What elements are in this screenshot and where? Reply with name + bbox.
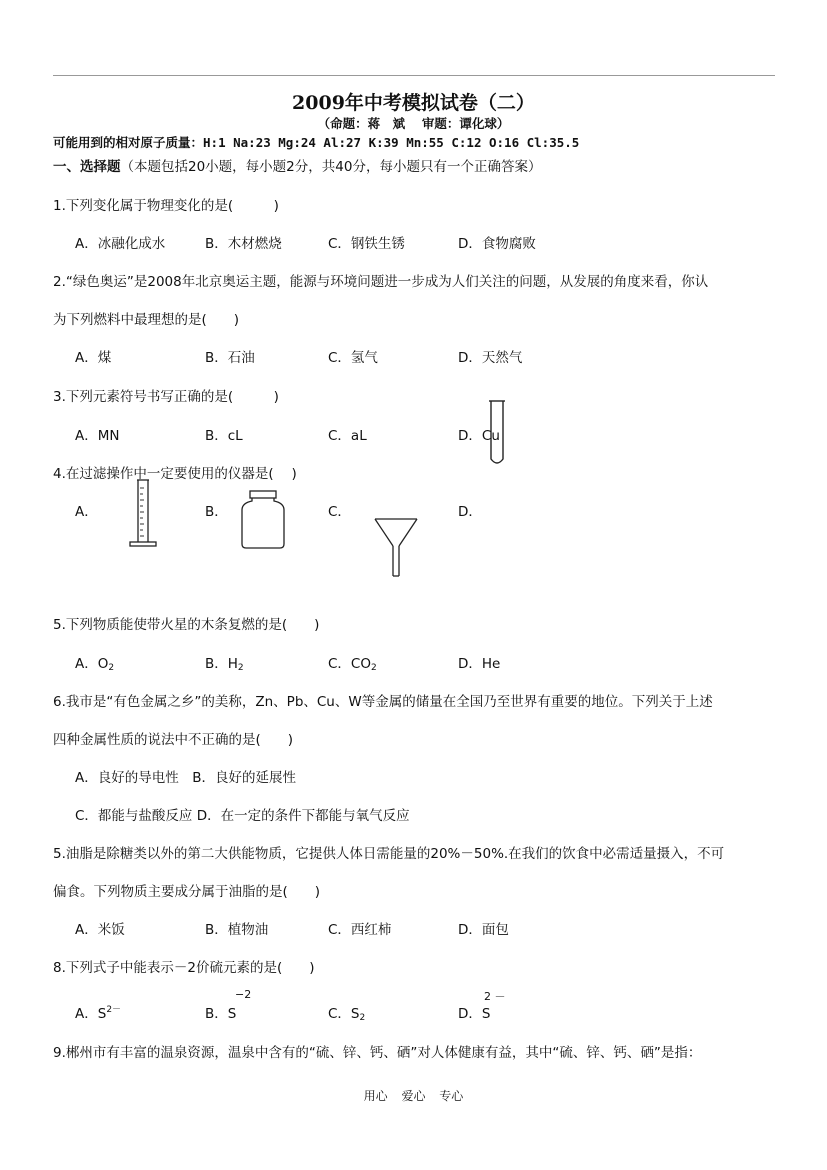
q8-option-d: D．S: [458, 1006, 491, 1022]
q8-option-b: B．S: [205, 1006, 237, 1022]
question-4-stem: 4.在过滤操作中一定要使用的仪器是( ): [53, 466, 297, 482]
question-6-stem-line1: 6.我市是“有色金属之乡”的美称，Zn、Pb、Cu、W等金属的储量在全国乃至世界有重要的地位。下列关于上述: [53, 694, 713, 710]
q3-option-c: C．aL: [328, 428, 367, 444]
q5-option-b: [205, 652, 244, 673]
q5-option-a-text: A．O: [75, 656, 109, 672]
q8-option-c-text: C．S: [328, 1006, 360, 1022]
q7-option-d: D．面包: [458, 922, 509, 938]
q8-option-a-superscript: 2－: [106, 1005, 122, 1015]
q5-option-c-subscript: 2: [370, 663, 377, 673]
q8-option-c-subscript: 2: [359, 1013, 366, 1023]
q5-option-a-subscript: 2: [108, 663, 115, 673]
q4-option-b: B．: [205, 504, 228, 520]
graduated-cylinder-illustration: [128, 478, 158, 548]
question-8-stem: 8.下列式子中能表示－2价硫元素的是( ): [53, 960, 315, 976]
q7-option-b: B．植物油: [205, 922, 269, 938]
question-7-stem-line2: 偏食。下列物质主要成分属于油脂的是( ): [53, 884, 321, 900]
question-5-stem: 5.下列物质能使带火星的木条复燃的是( ): [53, 617, 320, 633]
q7-option-c: C．西红柿: [328, 922, 392, 938]
section-description: （本题包括20小题，每小题2分，共40分，每小题只有一个正确答案）: [120, 159, 542, 175]
q3-option-b: B．cL: [205, 428, 243, 444]
q5-option-d: D．He: [458, 656, 501, 672]
question-6-stem-line2: 四种金属性质的说法中不正确的是( ): [53, 732, 294, 748]
q6-options-cd: C．都能与盐酸反应 D．在一定的条件下都能与氧气反应: [75, 808, 410, 824]
test-tube-illustration: [489, 399, 505, 469]
q8-option-d-charge: 2 －: [484, 990, 506, 1003]
atomic-masses-line: [53, 133, 579, 151]
q6-options-ab: A．良好的导电性 B．良好的延展性: [75, 770, 296, 786]
q2-option-d: D．天然气: [458, 350, 523, 366]
q5-option-b-text: B．H: [205, 656, 238, 672]
q3-option-d: D．Cu: [458, 428, 500, 444]
q8-option-a-text: A．S: [75, 1006, 107, 1022]
q1-option-a: A．冰融化成水: [75, 236, 166, 252]
q1-option-d: D．食物腐败: [458, 236, 536, 252]
q5-option-b-subscript: 2: [237, 663, 244, 673]
question-2-stem-line1: 2.“绿色奥运”是2008年北京奥运主题，能源与环境问题进一步成为人们关注的问题，从发展的角度来看，你认: [53, 274, 709, 290]
q7-option-a: A．米饭: [75, 922, 125, 938]
question-1-stem: 1.下列变化属于物理变化的是( ): [53, 198, 279, 214]
question-7-stem-line1: 5.油脂是除糖类以外的第二大供能物质，它提供人体日需能量的20%－50%.在我们的饮食中必需适量摄入，不可: [53, 846, 725, 862]
q1-option-c: C．钢铁生锈: [328, 236, 405, 252]
page-footer: 用心 爱心 专心: [363, 1089, 464, 1103]
q2-option-c: C．氢气: [328, 350, 378, 366]
q4-option-c: C．: [328, 504, 351, 520]
reagent-bottle-illustration: [240, 490, 286, 550]
q4-option-d: D．: [458, 504, 482, 520]
q8-option-a: [75, 1002, 121, 1022]
question-9-stem: 9.郴州市有丰富的温泉资源，温泉中含有的“硫、锌、钙、硒”对人体健康有益，其中“硫、锌、钙、硒”是指：: [53, 1045, 702, 1061]
q1-option-b: B．木材燃烧: [205, 236, 282, 252]
q3-option-a: A．MN: [75, 428, 120, 444]
q5-option-c-text: C．CO: [328, 656, 371, 672]
q8-option-b-valence: −2: [235, 988, 252, 1001]
atomic-masses-values: H:1 Na:23 Mg:24 Al:27 K:39 Mn:55 C:12 O:16 Cl:35.5: [203, 135, 580, 150]
q5-option-c: [328, 652, 377, 673]
q8-option-c: [328, 1002, 365, 1023]
funnel-illustration: [373, 516, 419, 580]
page-subtitle: （命题：蒋 斌 审题：谭化球）: [317, 116, 510, 131]
q2-option-b: B．石油: [205, 350, 255, 366]
top-rule: [53, 75, 775, 76]
section-heading: [53, 155, 541, 175]
q5-option-a: [75, 652, 114, 673]
q2-option-a: A．煤: [75, 350, 112, 366]
question-3-stem: 3.下列元素符号书写正确的是( ): [53, 389, 279, 405]
atomic-masses-label: 可能用到的相对原子质量：: [53, 135, 204, 150]
q4-option-a: A．: [75, 504, 98, 520]
page-title: 2009年中考模拟试卷（二）: [292, 92, 535, 114]
section-title: 一、选择题: [53, 159, 121, 175]
question-2-stem-line2: 为下列燃料中最理想的是( ): [53, 312, 240, 328]
